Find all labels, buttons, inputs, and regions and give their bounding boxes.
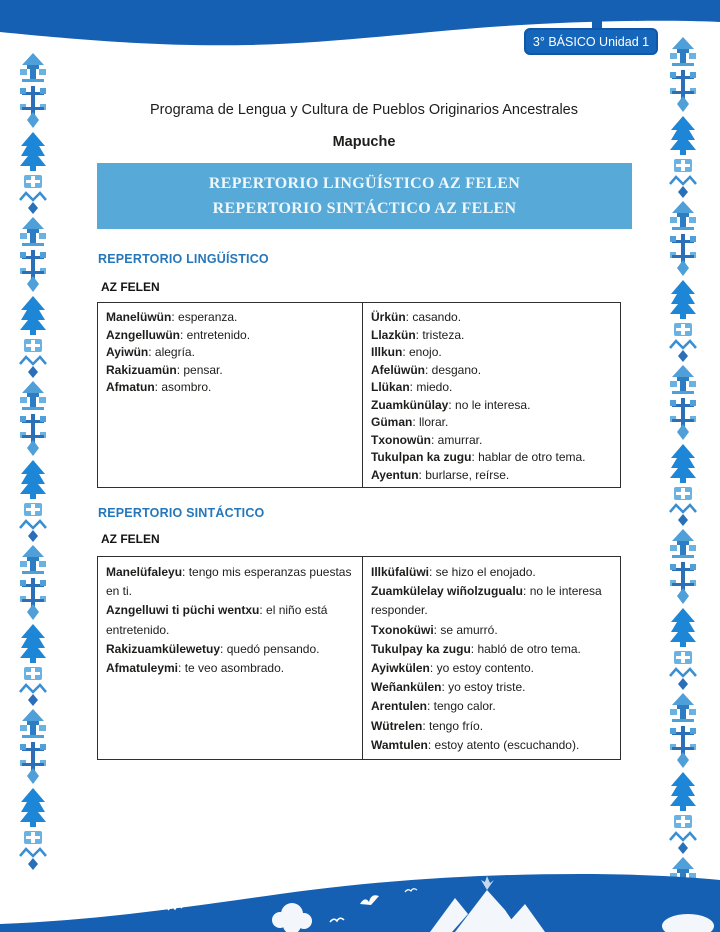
vocab-entry: Azngelluwi ti püchi wentxu: el niño está entretenido. [106,603,328,637]
vocab-entry: Llazkün: tristeza. [370,327,465,342]
section-heading-linguistico: REPERTORIO LINGÜÍSTICO [98,252,269,266]
syntactic-repertoire-table [97,556,621,760]
vocab-entry: Illkun: enojo. [370,345,442,359]
vocab-entry: Illküfalüwi: se hizo el enojado. [370,565,536,579]
table-column-left [98,303,363,487]
vocab-entry: Zuamkünülay: no le interesa. [370,397,531,412]
vocab-entry: Zuamkülelay wiñolzugualu: no le interesa responder. [370,584,602,618]
vocab-entry: Arentulen: tengo calor. [370,699,496,714]
section-subheading-az-felen-2: AZ FELEN [101,532,160,546]
vocab-entry: Azngelluwün: entretenido. [106,327,251,342]
linguistic-repertoire-table [97,302,621,488]
vocab-entry: Afmatuleymi: te veo asombrado. [106,661,285,676]
vocab-entry: Ayentun: burlarse, reírse. [370,467,510,482]
vocab-entry: Ürkün: casando. [370,310,462,324]
vocab-entry: Afmatun: asombro. [106,380,212,394]
vocab-entry: Tukulpay ka zugu: habló de otro tema. [370,641,581,656]
vocab-entry: Ayiwün: alegría. [106,345,195,359]
banner-line-2: REPERTORIO SINTÁCTICO AZ FELEN [212,199,517,217]
title-banner [97,163,632,229]
vocab-entry: Manelüfaleyu: tengo mis esperanzas puestas en ti. [106,565,352,599]
vocab-entry: Wamtulen: estoy atento (escuchando). [370,737,580,752]
unit-badge-label: 3° BÁSICO Unidad 1 [532,34,650,49]
table-column-right [363,303,620,487]
table-column-right [363,557,620,759]
section-subheading-az-felen-1: AZ FELEN [101,280,160,294]
vocab-entry: Afelüwün: desgano. [370,362,482,377]
banner-line-1: REPERTORIO LINGÜÍSTICO AZ FELEN [208,174,521,192]
vocab-entry: Tukulpan ka zugu: hablar de otro tema. [370,450,586,464]
language-title: Mapuche [332,134,396,150]
left-border-ornament [17,52,49,874]
table-column-left [98,557,363,759]
unit-badge [524,28,658,55]
footer-wave-landscape [0,852,720,932]
vocab-entry: Txonowün: amurrar. [370,432,483,447]
vocab-entry: Rakizuamkülewetuy: quedó pensando. [106,641,320,656]
program-title: Programa de Lengua y Cultura de Pueblos Originarios Ancestrales [150,102,578,118]
vocab-entry: Wütrelen: tengo frío. [370,718,484,733]
vocab-entry: Güman: llorar. [370,415,449,429]
section-heading-sintactico: REPERTORIO SINTÁCTICO [98,506,265,520]
vocab-entry: Weñankülen: yo estoy triste. [370,680,526,695]
vocab-entry: Rakizuamün: pensar. [106,362,223,377]
vocab-entry: Manelüwün: esperanza. [106,310,238,324]
right-border-ornament [667,36,699,880]
vocab-entry: Txonoküwi: se amurró. [370,622,498,637]
vocab-entry: Llükan: miedo. [370,380,453,394]
vocab-entry: Ayiwkülen: yo estoy contento. [370,661,534,676]
